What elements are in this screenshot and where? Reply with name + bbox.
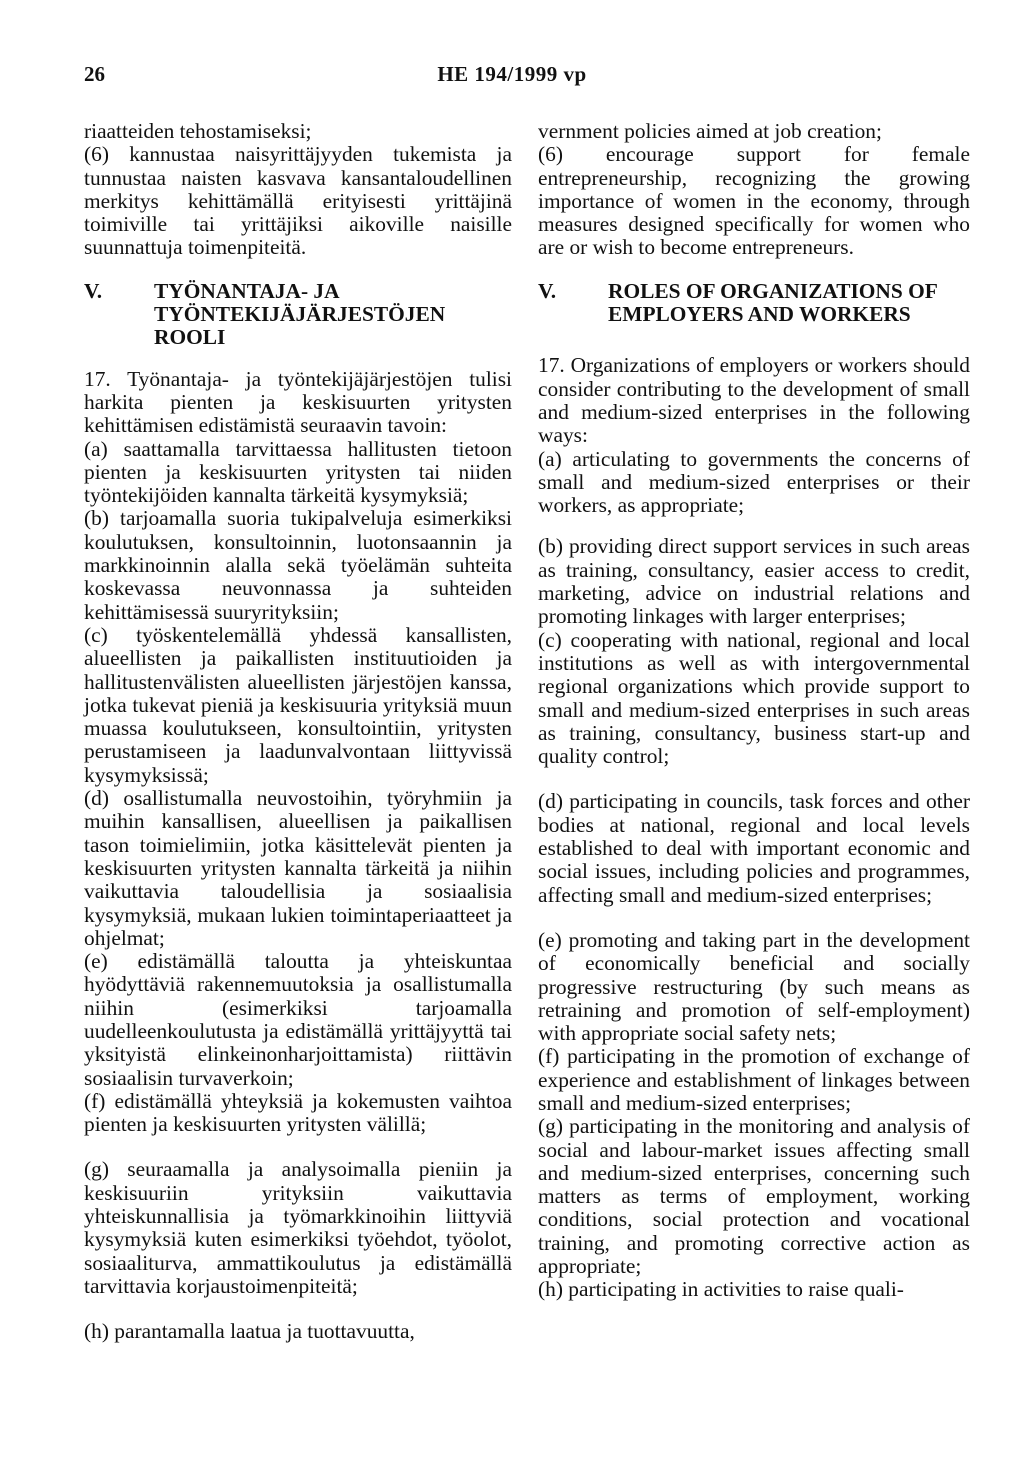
fi-intro: riaatteiden tehostamiseksi;	[84, 119, 312, 143]
document-id: HE 194/1999 vp	[437, 62, 587, 86]
page-number: 26	[84, 62, 105, 86]
fi-heading-number: V.	[84, 278, 103, 303]
en-item-c: (c) cooperating with national, regional and local institutions as well as with intergovernmental regional organizations which provide support to small and medium-sized enterprises in such areas as training, consultancy, business start-up and quality control;	[538, 627, 970, 769]
fi-item-b: (b) tarjoamalla suoria tukipalveluja esimerkiksi koulutuksen, konsultoinnin, luotonsaannin ja markkinoinnin alalla sekä työelämän suhteita koskevassa neuvonnassa ja suhteiden kehittämisessä suuryrityksiin;	[84, 506, 512, 624]
finnish-column	[84, 120, 512, 1344]
fi-item-6: (6) kannustaa naisyrittäjyyden tukemista ja tunnustaa naisten kasvava kansantaloudellinen merkitys kehittämällä erityisesti yrittäjinä toimiville tai yrittäjiksi aikoville naisille suunnattuja toimenpiteitä.	[84, 142, 512, 260]
fi-heading-title: TYÖNANTAJA- JA TYÖNTEKIJÄJÄRJESTÖJEN ROOLI	[154, 278, 446, 350]
page-header	[84, 62, 940, 92]
en-intro: vernment policies aimed at job creation;	[538, 119, 882, 143]
en-item-f: (f) participating in the promotion of exchange of experience and establishment of linkages between small and medium-sized enterprises;	[538, 1044, 970, 1115]
fi-item-d: (d) osallistumalla neuvostoihin, työryhmiin ja muihin kansallisen, alueellisen ja paikallisen tason toimielimiin, jotka käsittelevät pienten ja keskisuurten yritysten kannalta tärkeitä ja niihin vaikuttavia taloudellisia ja sosiaalisia kysymyksiä, mukaan lukien toimintaperiaatteet ja ohjelmat;	[84, 786, 512, 950]
fi-item-a: (a) saattamalla tarvittaessa hallitusten tietoon pienten ja keskisuurten yritysten tai niiden työntekijöiden kannalta tärkeitä kysymyksiä;	[84, 436, 512, 508]
fi-paragraph-17: 17. Työnantaja- ja työntekijäjärjestöjen tulisi harkita pienten ja keskisuurten yritysten kehittämisen edistämistä seuraavin tavoin:	[84, 366, 512, 438]
en-item-h: (h) participating in activities to raise quali-	[538, 1277, 904, 1302]
en-item-a: (a) articulating to governments the concerns of small and medium-sized enterprises or their workers, as appropriate;	[538, 446, 970, 518]
en-item-g: (g) participating in the monitoring and analysis of social and labour-market issues affecting small and medium-sized enterprises, concerning such matters as terms of employment, working conditions, social protection and vocational training, and promoting corrective action as appropriate;	[538, 1114, 970, 1279]
english-column	[538, 120, 970, 1302]
fi-item-h: (h) parantamalla laatua ja tuottavuutta,	[84, 1319, 415, 1344]
en-paragraph-17: 17. Organizations of employers or workers should consider contributing to the development of small and medium-sized enterprises in the following ways:	[538, 353, 970, 448]
fi-item-e: (e) edistämällä taloutta ja yhteiskuntaa hyödyttäviä rakennemuutoksia ja osallistumalla niihin (esimerkiksi tarjoamalla uudelleenkoulutusta ja edistämällä yrittäjyyttä tai yksityistä elinkeinonharjoittamista) riittävin sosiaalisin turvaverkoin;	[84, 949, 512, 1090]
fi-item-c: (c) työskentelemällä yhdessä kansallisten, alueellisten ja paikallisten instituutioiden ja hallitustenvälisten alueellisten järjestöjen kanssa, jotka tukevat pieniä ja keskisuuria yrityksiä muun muassa koulutukseen, konsultointiin, yritysten perustamiseen ja laadunvalvontaan liittyvissä kysymyksissä;	[84, 622, 512, 787]
en-item-b: (b) providing direct support services in such areas as training, consultancy, easier access to credit, marketing, advice on industrial relations and promoting linkages with larger enterprises;	[538, 534, 970, 629]
en-item-d: (d) participating in councils, task forces and other bodies at national, regional and local levels established to deal with important economic and social issues, including policies and programmes, affecting small and medium-sized enterprises;	[538, 789, 970, 907]
fi-item-f: (f) edistämällä yhteyksiä ja kokemusten vaihtoa pienten ja keskisuurten yritysten välillä;	[84, 1088, 512, 1137]
en-item-6: (6) encourage support for female entrepreneurship, recognizing the growing importance of women in the economy, through measures designed specifically for women who are or wish to become entrepreneurs.	[538, 142, 970, 260]
fi-section-heading	[84, 280, 512, 350]
en-item-e: (e) promoting and taking part in the development of economically beneficial and socially progressive restructuring (by such means as retraining and promotion of self-employment) with appropriate social safety nets;	[538, 927, 970, 1046]
en-heading-number: V.	[538, 278, 557, 303]
en-heading-title: ROLES OF ORGANIZATIONS OF EMPLOYERS AND WORKERS	[608, 278, 938, 327]
en-section-heading	[538, 280, 970, 327]
fi-item-g: (g) seuraamalla ja analysoimalla pieniin ja keskisuuriin yrityksiin vaikuttavia yhteiskunnallisia ja työmarkkinoihin liittyviä kysymyksiä kuten esimerkiksi työehdot, työolot, sosiaaliturva, ammattikoulutus ja edistämällä tarvittavia korjaustoimenpiteitä;	[84, 1157, 512, 1298]
